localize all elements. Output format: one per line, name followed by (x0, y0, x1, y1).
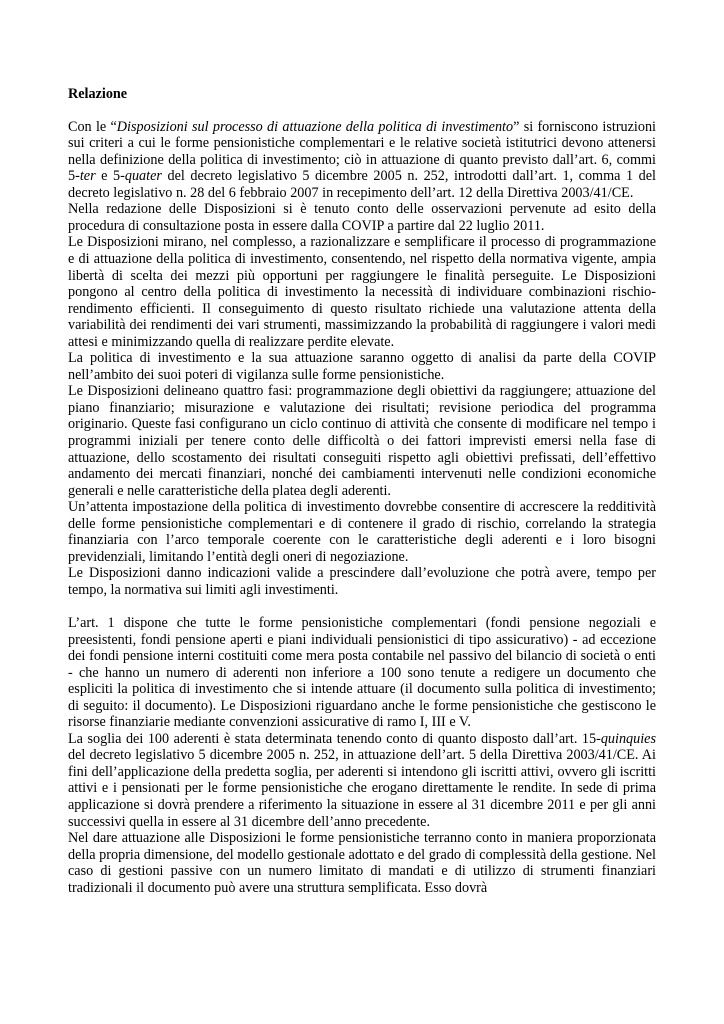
italic-run: quater (124, 168, 162, 185)
paragraph-spacer (68, 598, 656, 615)
paragraph-supervision: La politica di investimento e la sua attuazione saranno oggetto di analisi da parte della COVIP nell’ambito dei suoi poteri di vigilanza sulle forme pensionistiche. (68, 350, 656, 383)
paragraph-intro (68, 119, 656, 202)
paragraph-limits: Le Disposizioni danno indicazioni valide a prescindere dall’evoluzione che potrà avere, tempo per tempo, la normativa sui limiti agli investimenti. (68, 565, 656, 598)
paragraph-profitability: Un’attenta impostazione della politica di investimento dovrebbe consentire di accrescere la redditività delle forme pensionistiche complementari e di contenere il grado di rischio, correlando la strategia finanziaria con l’arco temporale coerente con le caratteristiche degli aderenti e i loro bisogni previdenziali, limitando l’entità degli oneri di negoziazione. (68, 499, 656, 565)
document-title: Relazione (68, 86, 128, 102)
paragraph-phases: Le Disposizioni delineano quattro fasi: programmazione degli obiettivi da raggiungere; attuazione del piano finanziario; misurazione e valutazione dei risultati; revisione periodica del programma originario. Queste fasi configurano un ciclo continuo di attività che consente di modificare nel tempo i programmi iniziali per tenere conto delle difficoltà o dei fattori imprevisti emersi nella fase di attuazione, dello scostamento dei risultati conseguiti rispetto agli obiettivi prefissati, dell’effettivo andamento dei mercati finanziari, nonché dei cambiamenti intervenuti nelle condizioni economiche generali e nelle caratteristiche della platea degli aderenti. (68, 383, 656, 499)
paragraph-consultation: Nella redazione delle Disposizioni si è tenuto conto delle osservazioni pervenute ad esito della procedura di consultazione posta in essere dalla COVIP a partire dal 22 luglio 2011. (68, 201, 656, 234)
text-run: Con le “ (68, 118, 117, 135)
paragraph-art1: L’art. 1 dispone che tutte le forme pensionistiche complementari (fondi pensione negoziali e preesistenti, fondi pensione aperti e piani individuali pensionistici di tipo assicurativo) - ad eccezione dei fondi pensione interni costituiti come mera posta contabile nel passivo del bilancio di società o enti - che hanno un numero di aderenti non inferiore a 100 sono tenute a redigere un documento che espliciti la politica di investimento che si intende attuare (il documento sulla politica di investimento; di seguito: il documento). Le Disposizioni riguardano anche le forme pensionistiche che gestiscono le risorse finanziarie mediante convenzioni assicurative di ramo I, III e V. (68, 614, 656, 731)
italic-run: quinquies (600, 730, 656, 747)
text-run: del decreto legislativo 5 dicembre 2005 n. 252, introdotti dall’art. 1, comma 1 del decreto legislativo n. 28 del 6 febbraio 2007 in recepimento dell’art. 12 della Direttiva 2003/41/CE. (68, 168, 656, 201)
italic-title-run: Disposizioni sul processo di attuazione della politica di investimento (116, 118, 514, 135)
text-run: ” si forniscono istruzioni sui criteri a cui le forme pensionistiche complementari e le relative società istitutrici devono attenersi nella definizione della politica di investimento; ciò in attuazione di quanto previsto dall’art. 6, commi 5- (68, 118, 657, 185)
text-run: La soglia dei 100 aderenti è stata determinata tenendo conto di quanto disposto dall’art. 15- (68, 730, 601, 747)
text-run: del decreto legislativo 5 dicembre 2005 n. 252, in attuazione dell’art. 5 della Direttiva 2003/41/CE. Ai fini dell’applicazione della predetta soglia, per aderenti si intendono gli iscritti attivi, ovvero gli iscritti attivi e i pensionati per le forme pensionistiche che erogano direttamente le rendite. In sede di prima applicazione si dovrà prendere a riferimento la situazione in essere al 31 dicembre 2011 e per gli anni successivi quella in essere al 31 dicembre dell’anno precedente. (68, 747, 656, 830)
italic-run: ter (79, 168, 96, 185)
paragraph-proportionality: Nel dare attuazione alle Disposizioni le forme pensionistiche terranno conto in maniera proporzionata della propria dimensione, del modello gestionale adottato e del grado di complessità della gestione. Nel caso di gestioni passive con un numero limitato di mandati e di utilizzo di strumenti finanziari tradizionali il documento può avere una struttura semplificata. Esso dovrà (68, 830, 656, 896)
text-run: e 5- (95, 168, 125, 185)
paragraph-threshold (68, 731, 656, 830)
paragraph-objectives: Le Disposizioni mirano, nel complesso, a razionalizzare e semplificare il processo di programmazione e di attuazione della politica di investimento, consentendo, nel rispetto della normativa vigente, ampia libertà di scelta dei mezzi più opportuni per raggiungere le finalità perseguite. Le Disposizioni pongono al centro della politica di investimento la necessità di individuare combinazioni rischio-rendimento efficienti. Il conseguimento di questo risultato richiede una valutazione attenta della variabilità dei rendimenti dei vari strumenti, massimizzando la probabilità di raggiungere i valori medi attesi e minimizzando quella di realizzare perdite elevate. (68, 234, 656, 350)
